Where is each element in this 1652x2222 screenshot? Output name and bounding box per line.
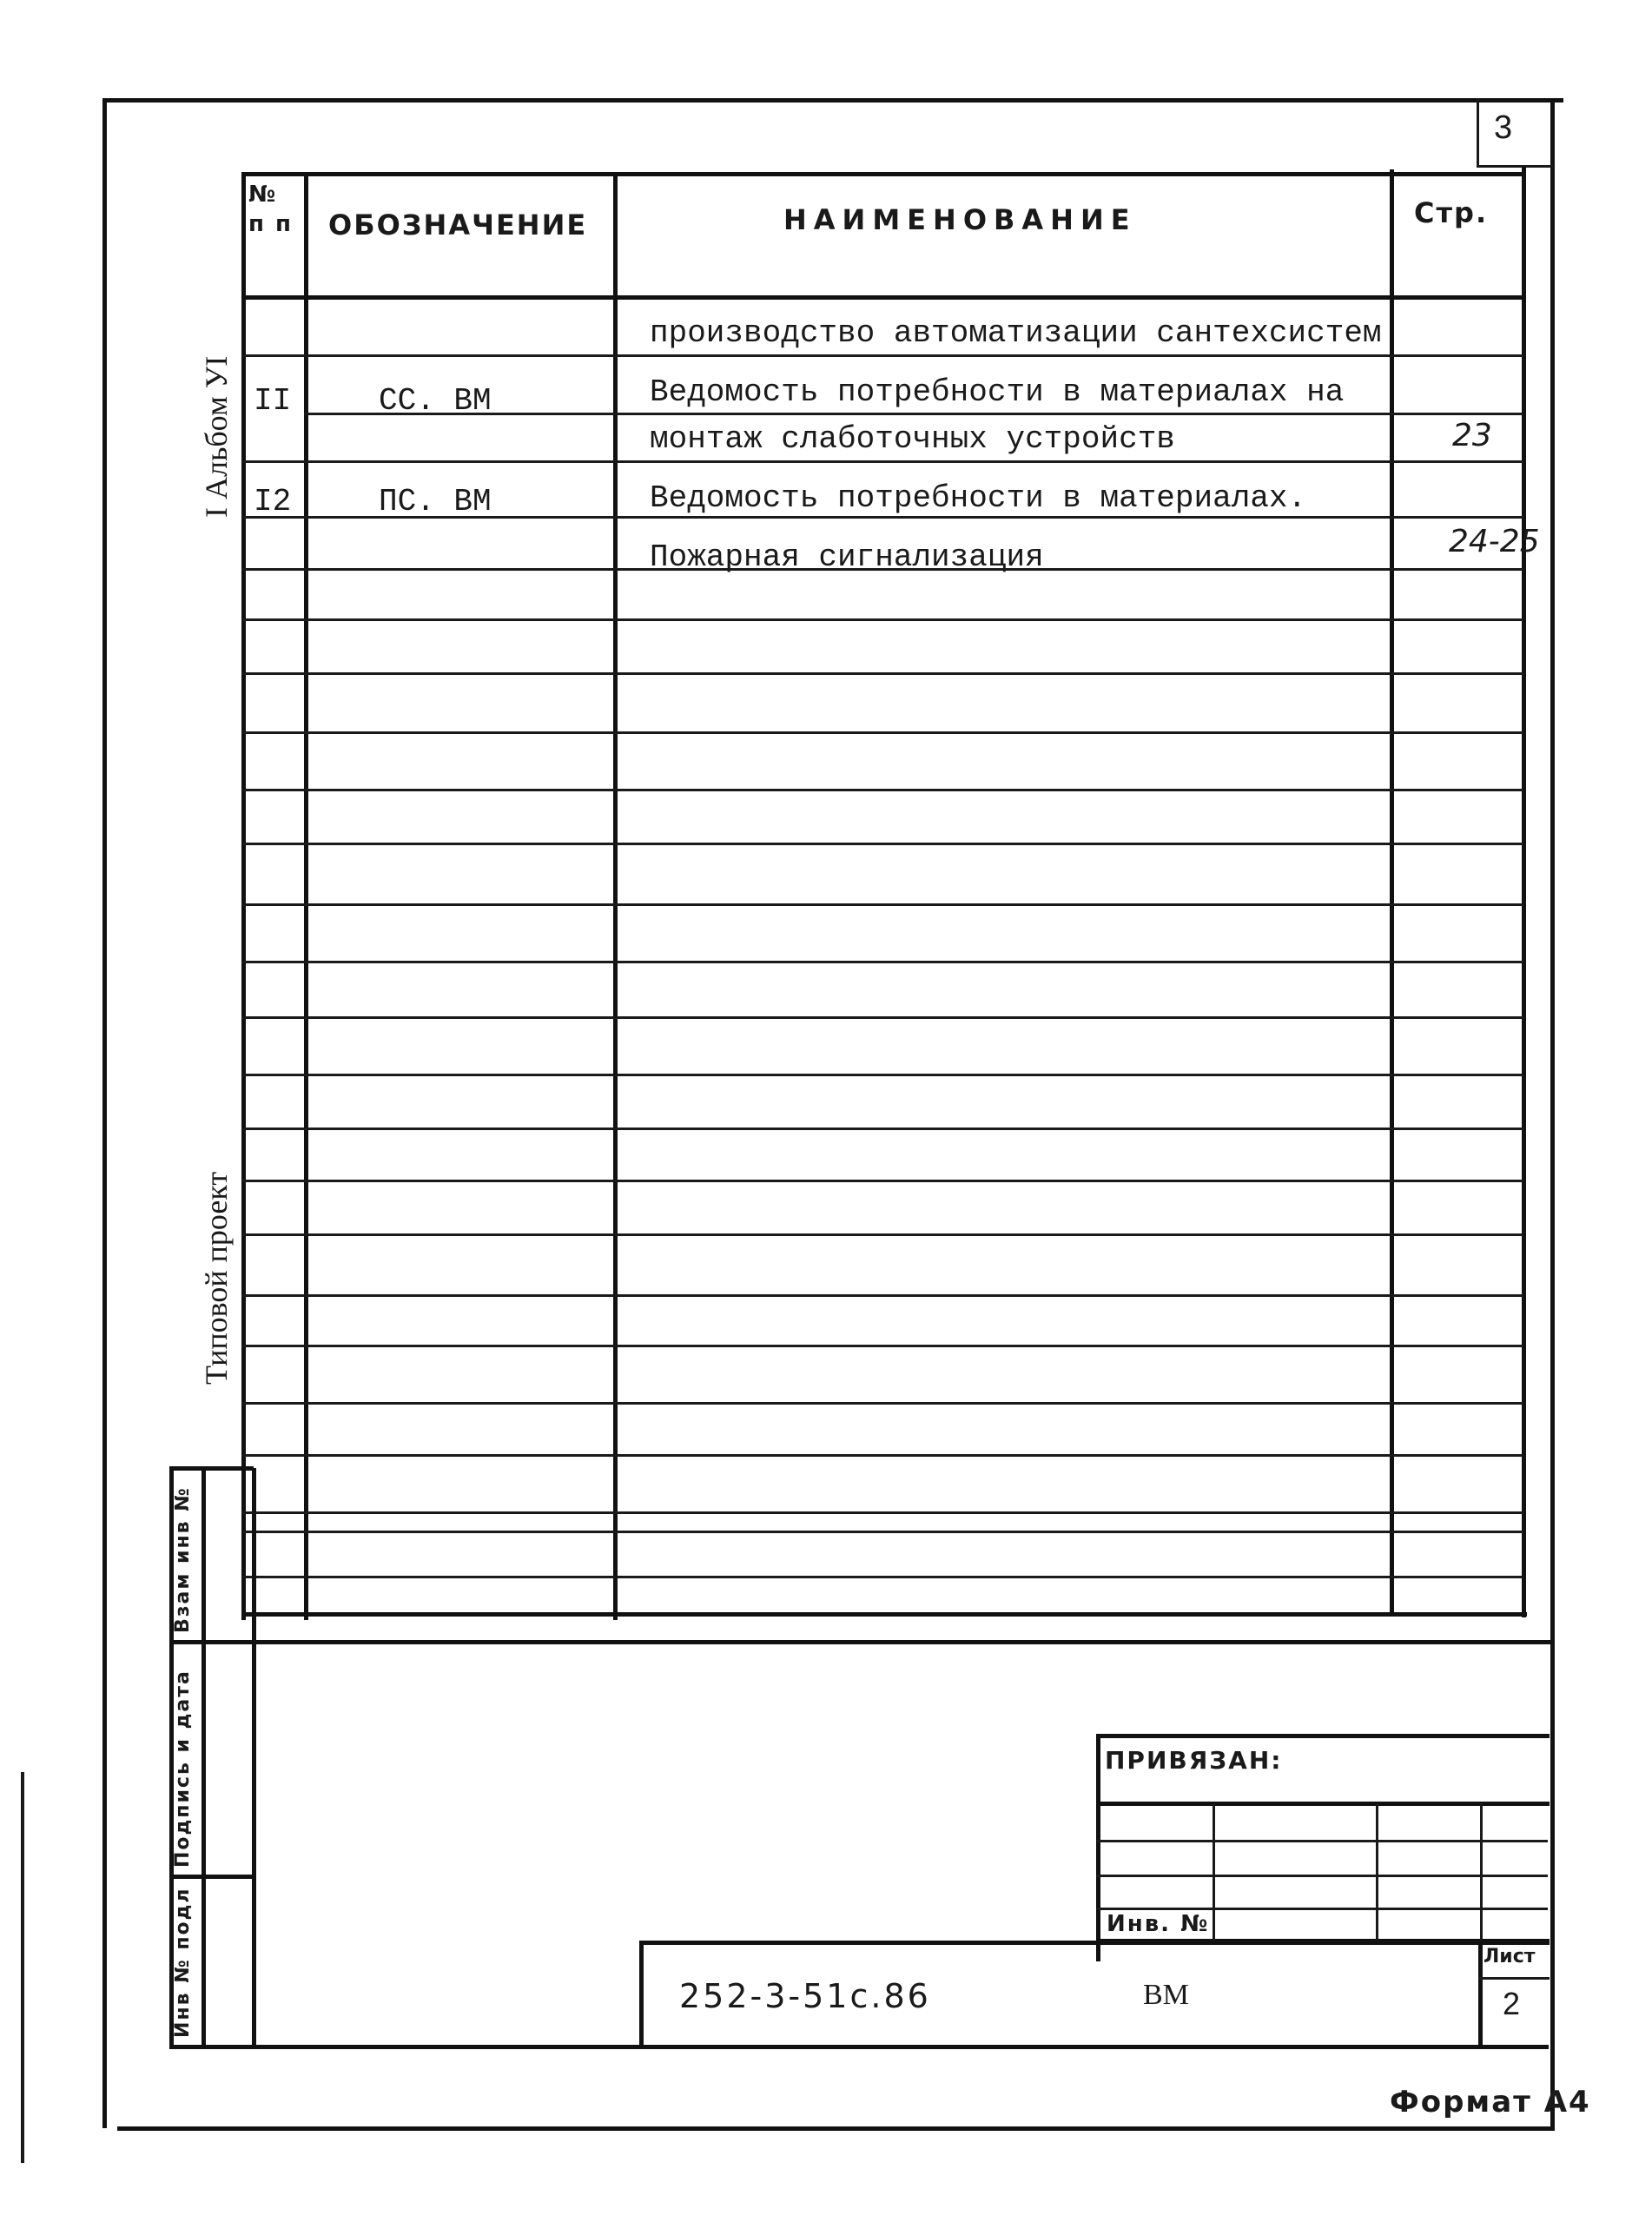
- header-num: [248, 181, 299, 240]
- row-1-name: Ведомость потребности в материалах на: [650, 374, 1345, 410]
- row-4-name: Пожарная сигнализация: [650, 539, 1044, 575]
- row-3-code: ПС. ВМ: [379, 484, 492, 519]
- binding-inv-label: Инв. №: [1107, 1911, 1210, 1937]
- row-2-page: 23: [1452, 418, 1492, 453]
- stamp-inv-podl: Инв № подл: [172, 1887, 194, 2038]
- sheet-label: Лист: [1483, 1946, 1536, 1967]
- album-label: I Альбом УI: [199, 355, 234, 518]
- doc-type: ВМ: [1143, 1979, 1189, 2011]
- top-sheet-number: 3: [1494, 109, 1513, 146]
- stamp-podpis: Подпись и дата: [172, 1670, 194, 1868]
- row-1-code: СС. ВМ: [379, 383, 492, 419]
- row-1-num: II: [254, 383, 292, 419]
- row-3-num: I2: [254, 484, 292, 519]
- project-label: Типовой проект: [199, 1171, 234, 1385]
- header-name: НАИМЕНОВАНИЕ: [783, 203, 1137, 236]
- doc-code: 252-3-51с.86: [679, 1977, 931, 2015]
- row-0-name: производство автоматизации сантехсистем: [650, 315, 1382, 351]
- margin-mark: [21, 1772, 24, 2163]
- format-label: Формат А4: [1390, 2085, 1591, 2119]
- header-designation: ОБОЗНАЧЕНИЕ: [328, 208, 588, 241]
- row-2-name: монтаж слаботочных устройств: [650, 421, 1175, 457]
- row-4-page: 24-25: [1449, 524, 1540, 559]
- header-page: Стр.: [1414, 196, 1489, 229]
- binding-label: ПРИВЯЗАН:: [1105, 1746, 1283, 1775]
- stamp-vzam: Взам инв №: [172, 1486, 194, 1633]
- header-num-label: № п п: [248, 182, 293, 237]
- sheet-value: 2: [1503, 1986, 1521, 2021]
- row-3-name: Ведомость потребности в материалах.: [650, 480, 1307, 516]
